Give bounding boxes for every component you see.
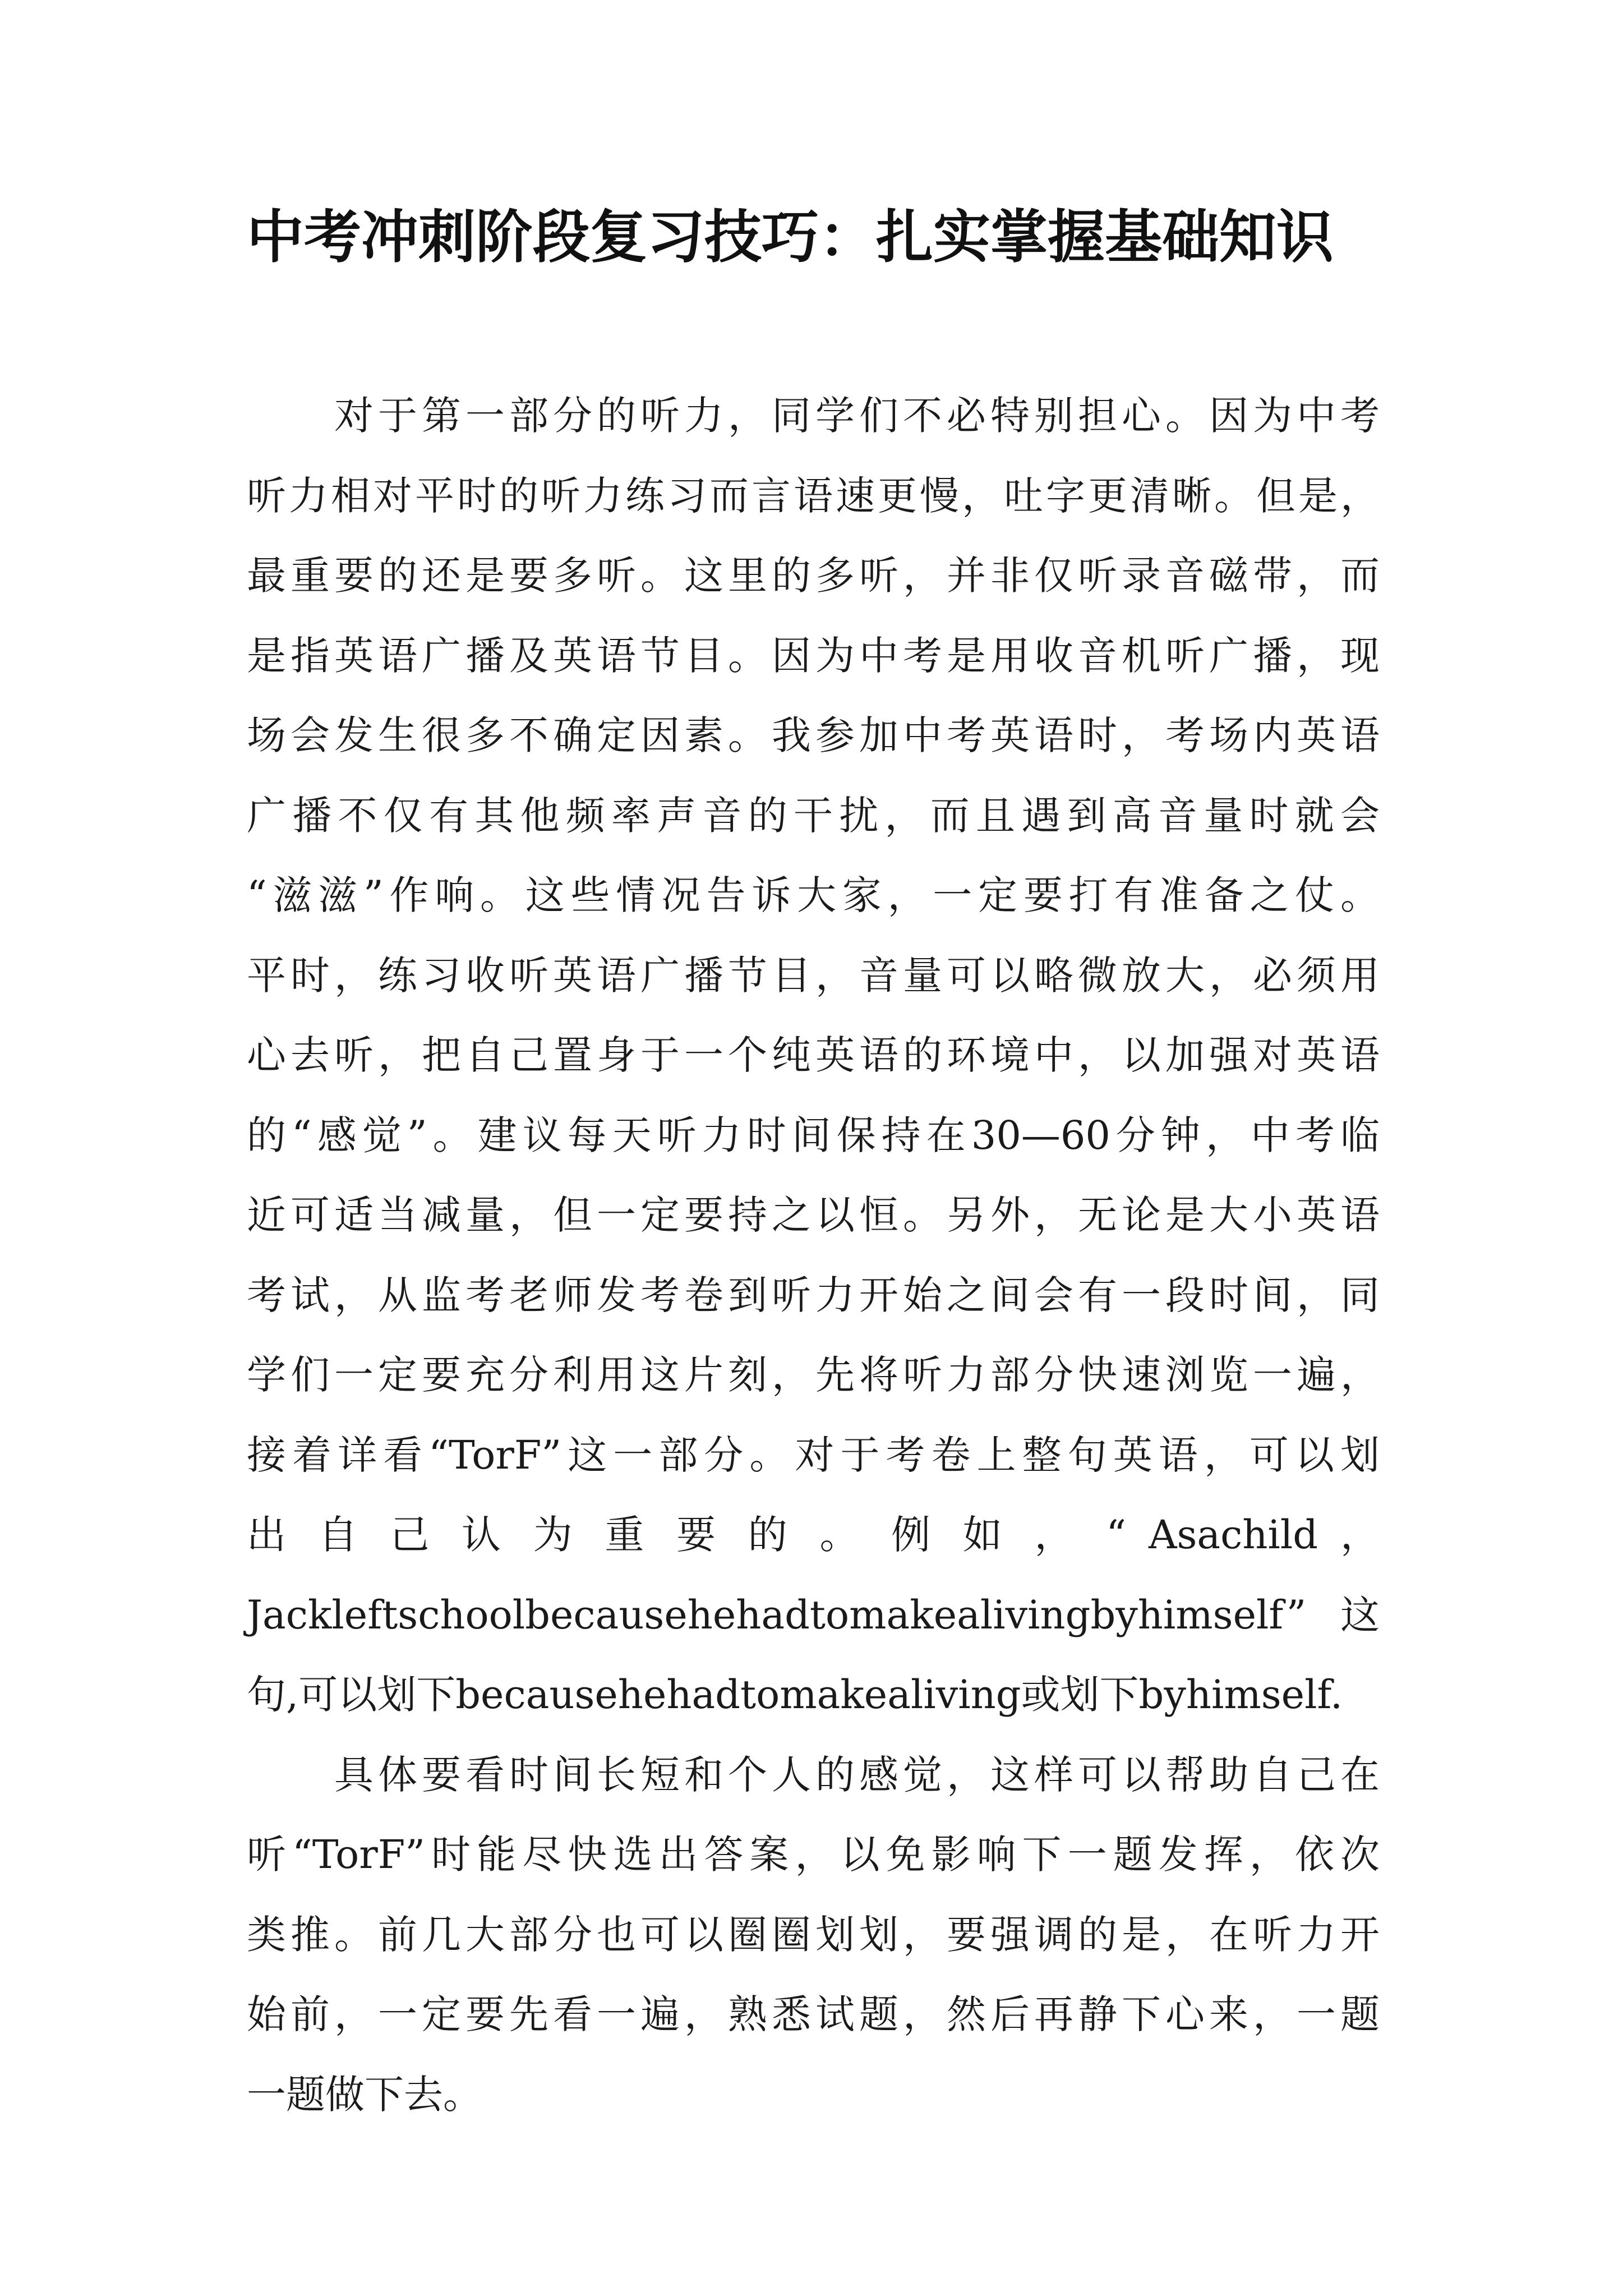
text-line: 考试，从监考老师发考卷到听力开始之间会有一段时间，同 <box>247 1272 1380 1318</box>
text-line: 出 自 己 认 为 重 要 的 。 例 如 ， “ Asachild ， <box>247 1512 1380 1558</box>
text-line: 句,可以划下becausehehadtomakealiving或划下byhimself. <box>247 1672 1343 1718</box>
text-line: 对于第一部分的听力，同学们不必特别担心。因为中考 <box>247 393 1380 439</box>
text-line: Jackleftschoolbecausehehadtomakealivingbyhimself”这 <box>247 1591 1380 1638</box>
document-title: 中考冲刺阶段复习技巧：扎实掌握基础知识 <box>247 204 1334 271</box>
text-line: 场会发生很多不确定因素。我参加中考英语时，考场内英语 <box>247 712 1380 758</box>
text-line: 学们一定要充分利用这片刻，先将听力部分快速浏览一遍， <box>247 1352 1380 1398</box>
paragraph-2 <box>247 1735 1380 2135</box>
text-line: “滋滋”作响。这些情况告诉大家，一定要打有准备之仗。 <box>247 872 1380 918</box>
text-line: 听“TorF”时能尽快选出答案，以免影响下一题发挥，依次 <box>247 1832 1380 1878</box>
text-line: 具体要看时间长短和个人的感觉，这样可以帮助自己在 <box>247 1751 1380 1798</box>
text-line: 一题做下去。 <box>247 2071 482 2118</box>
text-line: 的“感觉”。建议每天听力时间保持在30—60分钟，中考临 <box>247 1112 1380 1158</box>
text-line: 始前，一定要先看一遍，熟悉试题，然后再静下心来，一题 <box>247 1991 1380 2037</box>
paragraph-1 <box>247 376 1380 1735</box>
text-line: 最重要的还是要多听。这里的多听，并非仅听录音磁带，而 <box>247 553 1380 599</box>
text-line: 心去听，把自己置身于一个纯英语的环境中，以加强对英语 <box>247 1032 1380 1078</box>
document-body <box>247 376 1380 2134</box>
text-line: 类推。前几大部分也可以圈圈划划，要强调的是，在听力开 <box>247 1911 1380 1958</box>
text-line: 是指英语广播及英语节目。因为中考是用收音机听广播，现 <box>247 632 1380 679</box>
text-line: 接着详看“TorF”这一部分。对于考卷上整句英语，可以划 <box>247 1432 1380 1478</box>
text-line: 平时，练习收听英语广播节目，音量可以略微放大，必须用 <box>247 952 1380 999</box>
text-line: 听力相对平时的听力练习而言语速更慢，吐字更清晰。但是， <box>247 472 1380 519</box>
text-line: 近可适当减量，但一定要持之以恒。另外，无论是大小英语 <box>247 1192 1380 1238</box>
text-line: 广播不仅有其他频率声音的干扰，而且遇到高音量时就会 <box>247 792 1380 839</box>
